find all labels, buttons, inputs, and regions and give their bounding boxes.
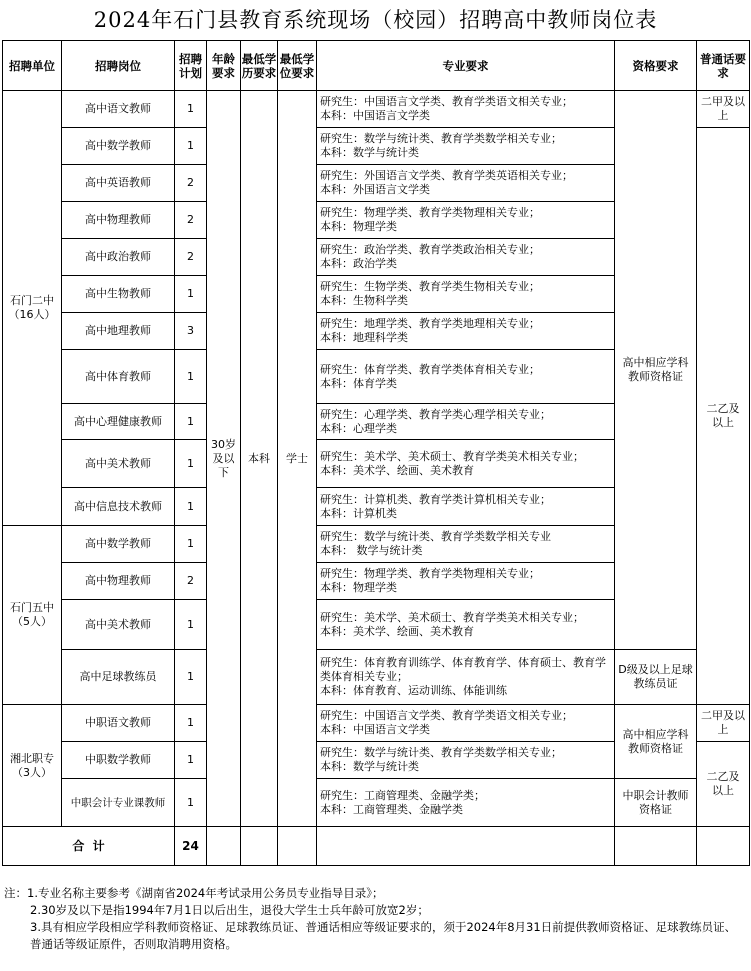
plan-cell: 2 [175,563,207,600]
table-row [3,650,750,705]
plan-cell: 2 [175,239,207,276]
header-edu: 最低学历要求 [241,41,278,91]
post-cell: 高中英语教师 [62,165,175,202]
mandarin-cell: 二甲及以上 [697,91,750,128]
major-cell: 研究生：地理学类、教育学类地理相关专业； 本科：地理科学类 [317,313,615,350]
post-cell: 高中美术教师 [62,440,175,488]
plan-cell: 1 [175,350,207,404]
post-cell: 高中物理教师 [62,202,175,239]
edu-cell: 本科 [241,91,278,827]
total-label: 合 计 [3,827,175,866]
major-cell: 研究生：美术学、美术硕士、教育学类美术相关专业； 本科：美术学、绘画、美术教育 [317,440,615,488]
plan-cell: 1 [175,705,207,742]
major-cell: 研究生：物理学类、教育学类物理相关专业； 本科：物理学类 [317,563,615,600]
header-mandarin: 普通话要求 [697,41,750,91]
unit-cell: 石门二中 （16人） [3,91,62,526]
major-cell: 研究生：体育学类、教育学类体育相关专业； 本科：体育学类 [317,350,615,404]
major-cell: 研究生：中国语言文学类、教育学类语文相关专业； 本科：中国语言文学类 [317,91,615,128]
major-cell: 研究生：数学与统计类、教育学类数学相关专业； 本科：数学与统计类 [317,742,615,779]
major-cell: 研究生：生物学类、教育学类生物相关专业； 本科：生物科学类 [317,276,615,313]
note-2: 2.30岁及以下是指1994年7月1日以后出生，退役大学生士兵年龄可放宽2岁； [30,903,429,917]
post-cell: 高中足球教练员 [62,650,175,705]
major-cell: 研究生：美术学、美术硕士、教育学类美术相关专业； 本科：美术学、绘画、美术教育 [317,600,615,650]
plan-cell: 2 [175,165,207,202]
header-qual: 资格要求 [615,41,697,91]
mandarin-cell: 二乙及以上 [697,742,750,827]
mandarin-cell: 二甲及以上 [697,705,750,742]
plan-cell: 1 [175,440,207,488]
major-cell: 研究生：数学与统计类、教育学类数学相关专业 本科： 数学与统计类 [317,526,615,563]
total-value: 24 [175,827,207,866]
header-major: 专业要求 [317,41,615,91]
table-row [3,705,750,742]
major-cell: 研究生：数学与统计类、教育学类数学相关专业； 本科：数学与统计类 [317,128,615,165]
note-1: 注：1.专业名称主要参考《湖南省2024年考试录用公务员专业指导目录》； [4,886,384,900]
mandarin-cell: 二乙及以上 [697,128,750,705]
plan-cell: 3 [175,313,207,350]
header-row [3,41,750,91]
major-cell: 研究生：物理学类、教育学类物理相关专业； 本科：物理学类 [317,202,615,239]
plan-cell: 1 [175,600,207,650]
header-unit: 招聘单位 [3,41,62,91]
plan-cell: 1 [175,650,207,705]
major-cell: 研究生：工商管理类、金融学类； 本科：工商管理类、金融学类 [317,779,615,827]
plan-cell: 1 [175,779,207,827]
major-cell: 研究生：体育教育训练学、体育教育学、体育硕士、教育学类体育相关专业； 本科：体育教育、运动训练、体能训练 [317,650,615,705]
unit-cell: 湘北职专 （3人） [3,705,62,827]
unit-cell: 石门五中 （5人） [3,526,62,705]
degree-cell: 学士 [278,91,317,827]
qualification-cell: 高中相应学科教师资格证 [615,705,697,779]
plan-cell: 1 [175,91,207,128]
plan-cell: 1 [175,276,207,313]
post-cell: 中职语文教师 [62,705,175,742]
total-row [3,827,750,866]
recruitment-table [2,40,750,866]
major-cell: 研究生：外国语言文学类、教育学类英语相关专业； 本科：外国语言文学类 [317,165,615,202]
page-title: 2024年石门县教育系统现场（校园）招聘高中教师岗位表 [93,8,658,32]
major-cell: 研究生：计算机类、教育学类计算机相关专业； 本科：计算机类 [317,488,615,526]
plan-cell: 1 [175,404,207,440]
note-3: 3.具有相应学段相应学科教师资格证、足球教练员证、普通话相应等级证要求的，须于2024年8月31日前提供教师资格证、足球教练员证、普通话等级证原件，否则取消聘用资格。 [30,920,737,951]
qualification-cell: D级及以上足球教练员证 [615,650,697,705]
post-cell: 高中生物教师 [62,276,175,313]
post-cell: 高中地理教师 [62,313,175,350]
post-cell: 高中政治教师 [62,239,175,276]
post-cell: 高中物理教师 [62,563,175,600]
post-cell: 高中心理健康教师 [62,404,175,440]
header-age: 年龄要求 [207,41,241,91]
header-plan: 招聘计划 [175,41,207,91]
post-cell: 高中信息技术教师 [62,488,175,526]
post-cell: 中职数学教师 [62,742,175,779]
major-cell: 研究生：政治学类、教育学类政治相关专业； 本科：政治学类 [317,239,615,276]
table-row [3,779,750,827]
plan-cell: 2 [175,202,207,239]
post-cell: 高中数学教师 [62,128,175,165]
post-cell: 中职会计专业课教师 [62,779,175,827]
qualification-cell: 中职会计教师资格证 [615,779,697,827]
major-cell: 研究生：中国语言文学类、教育学类语文相关专业； 本科：中国语言文学类 [317,705,615,742]
header-degree: 最低学位要求 [278,41,317,91]
major-cell: 研究生：心理学类、教育学类心理学相关专业； 本科：心理学类 [317,404,615,440]
age-cell: 30岁及以下 [207,91,241,827]
plan-cell: 1 [175,488,207,526]
header-post: 招聘岗位 [62,41,175,91]
post-cell: 高中语文教师 [62,91,175,128]
qualification-cell: 高中相应学科教师资格证 [615,91,697,650]
plan-cell: 1 [175,128,207,165]
plan-cell: 1 [175,742,207,779]
post-cell: 高中美术教师 [62,600,175,650]
notes [4,885,746,953]
post-cell: 高中体育教师 [62,350,175,404]
post-cell: 高中数学教师 [62,526,175,563]
plan-cell: 1 [175,526,207,563]
table-row [3,91,750,128]
